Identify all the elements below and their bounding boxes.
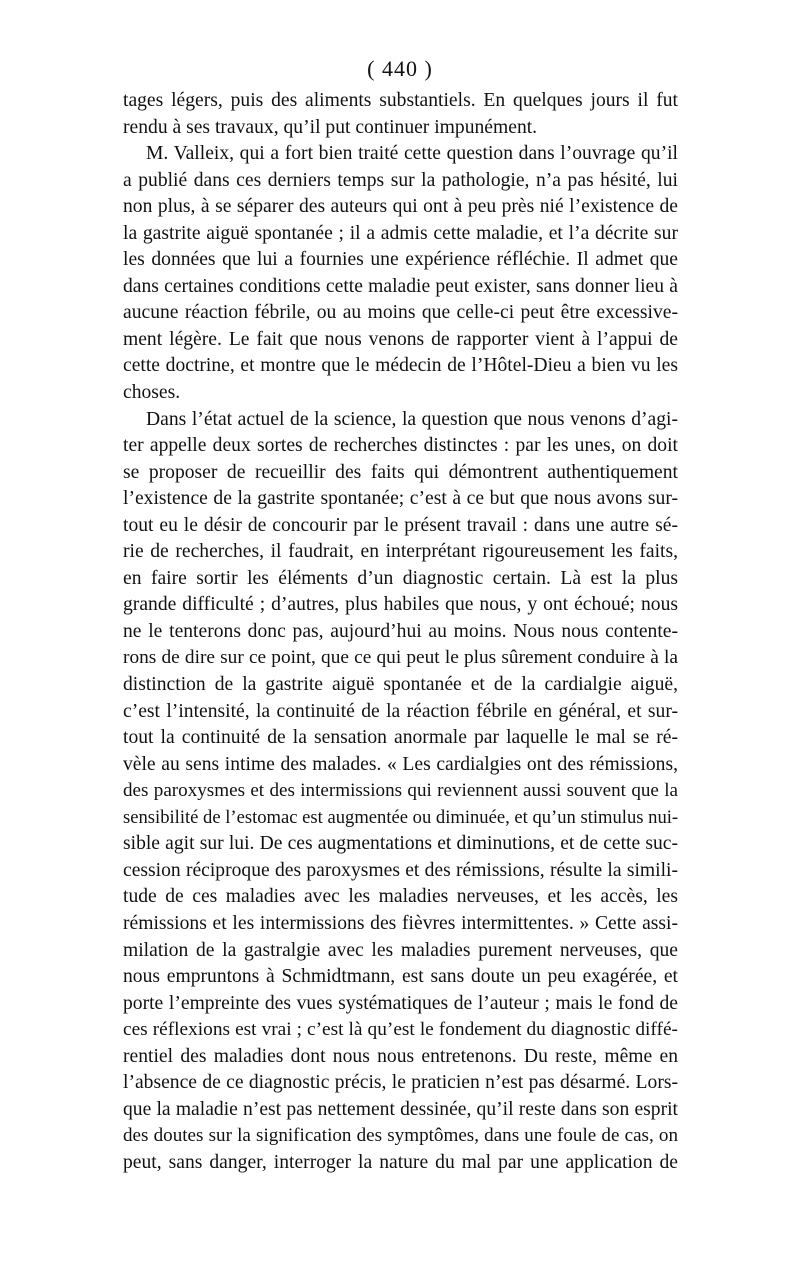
text-line: rentiel des maladies dont nous nous entretenons. Du reste, même en bbox=[123, 1045, 678, 1067]
text-line: rendu à ses travaux, qu’il put continuer impunément. bbox=[123, 116, 538, 138]
text-line: tages légers, puis des aliments substantiels. En quelques jours il fut bbox=[123, 90, 678, 111]
text-line: choses. bbox=[123, 382, 181, 404]
text-line: se proposer de recueillir des faits qui démontrent authentiquement bbox=[123, 461, 678, 483]
text-line: ne le tenterons donc pas, aujourd’hui au moins. Nous nous contente- bbox=[123, 620, 678, 642]
text-line: sensibilité de l’estomac est augmentée ou diminuée, et qu’un stimulus nui- bbox=[123, 806, 679, 828]
text-line: des paroxysmes et des intermissions qui reviennent aussi souvent que la bbox=[123, 780, 678, 802]
text-line: vèle au sens intime des malades. « Les cardialgies ont des rémissions, bbox=[123, 753, 678, 775]
text-line: M. Valleix, qui a fort bien traité cette question dans l’ouvrage qu’il bbox=[146, 143, 678, 165]
text-line: peut, sans danger, interroger la nature du mal par une application de bbox=[123, 1151, 678, 1173]
text-line: l’absence de ce diagnostic précis, le praticien n’est pas désarmé. Lors- bbox=[123, 1072, 678, 1094]
text-line: l’existence de la gastrite spontanée; c’est à ce but que nous avons sur- bbox=[123, 488, 678, 510]
page-number: ( 440 ) bbox=[367, 56, 433, 81]
text-line: en faire sortir les éléments d’un diagnostic certain. Là est la plus bbox=[123, 567, 678, 589]
text-line: non plus, à se séparer des auteurs qui ont à peu près nié l’existence de bbox=[123, 196, 678, 218]
text-line: que la maladie n’est pas nettement dessinée, qu’il reste dans son esprit bbox=[123, 1098, 678, 1120]
text-line: dans certaines conditions cette maladie peut exister, sans donner lieu à bbox=[123, 275, 678, 297]
text-line: ment légère. Le fait que nous venons de rapporter vient à l’appui de bbox=[123, 328, 678, 350]
text-line: la gastrite aiguë spontanée ; il a admis cette maladie, et l’a décrite sur bbox=[123, 222, 678, 244]
text-line: a publié dans ces derniers temps sur la pathologie, n’a pas hésité, lui bbox=[123, 169, 678, 191]
text-line: distinction de la gastrite aiguë spontanée et de la cardialgie aiguë, bbox=[123, 674, 678, 696]
text-line: ces réflexions est vrai ; c’est là qu’est le fondement du diagnostic diffé- bbox=[123, 1019, 678, 1041]
text-line: les données que lui a fournies une expérience réfléchie. Il admet que bbox=[123, 249, 678, 271]
text-line: porte l’empreinte des vues systématiques de l’auteur ; mais le fond de bbox=[123, 992, 678, 1014]
text-line: aucune réaction fébrile, ou au moins que celle-ci peut être excessive- bbox=[123, 302, 678, 324]
text-line: des doutes sur la signification des symptômes, dans une foule de cas, on bbox=[123, 1125, 678, 1147]
text-line: cette doctrine, et montre que le médecin de l’Hôtel-Dieu a bien vu les bbox=[123, 355, 678, 377]
text-line: ter appelle deux sortes de recherches distinctes : par les unes, on doit bbox=[123, 435, 678, 457]
text-line: c’est l’intensité, la continuité de la réaction fébrile en général, et sur- bbox=[123, 700, 678, 722]
text-line: cession réciproque des paroxysmes et des rémissions, résulte la simili- bbox=[123, 859, 678, 881]
text-line: Dans l’état actuel de la science, la question que nous venons d’agi- bbox=[146, 408, 678, 430]
text-line: grande difficulté ; d’autres, plus habiles que nous, y ont échoué; nous bbox=[123, 594, 678, 616]
text-line: tout eu le désir de concourir par le présent travail : dans une autre sé- bbox=[123, 514, 678, 536]
text-line: rie de recherches, il faudrait, en interprétant rigoureusement les faits, bbox=[123, 541, 678, 563]
text-line: tout la continuité de la sensation anormale par laquelle le mal se ré- bbox=[123, 727, 678, 749]
text-line: milation de la gastralgie avec les maladies purement nerveuses, que bbox=[123, 939, 678, 961]
text-line: nous empruntons à Schmidtmann, est sans doute un peu exagérée, et bbox=[123, 966, 678, 988]
text-line: sible agit sur lui. De ces augmentations et diminutions, et de cette suc- bbox=[123, 833, 678, 855]
text-line: tude de ces maladies avec les maladies nerveuses, et les accès, les bbox=[123, 886, 678, 908]
text-line: rémissions et les intermissions des fièvres intermittentes. » Cette assi- bbox=[123, 912, 678, 934]
body-text bbox=[123, 88, 678, 1176]
text-line: rons de dire sur ce point, que ce qui peut le plus sûrement conduire à la bbox=[123, 647, 678, 669]
